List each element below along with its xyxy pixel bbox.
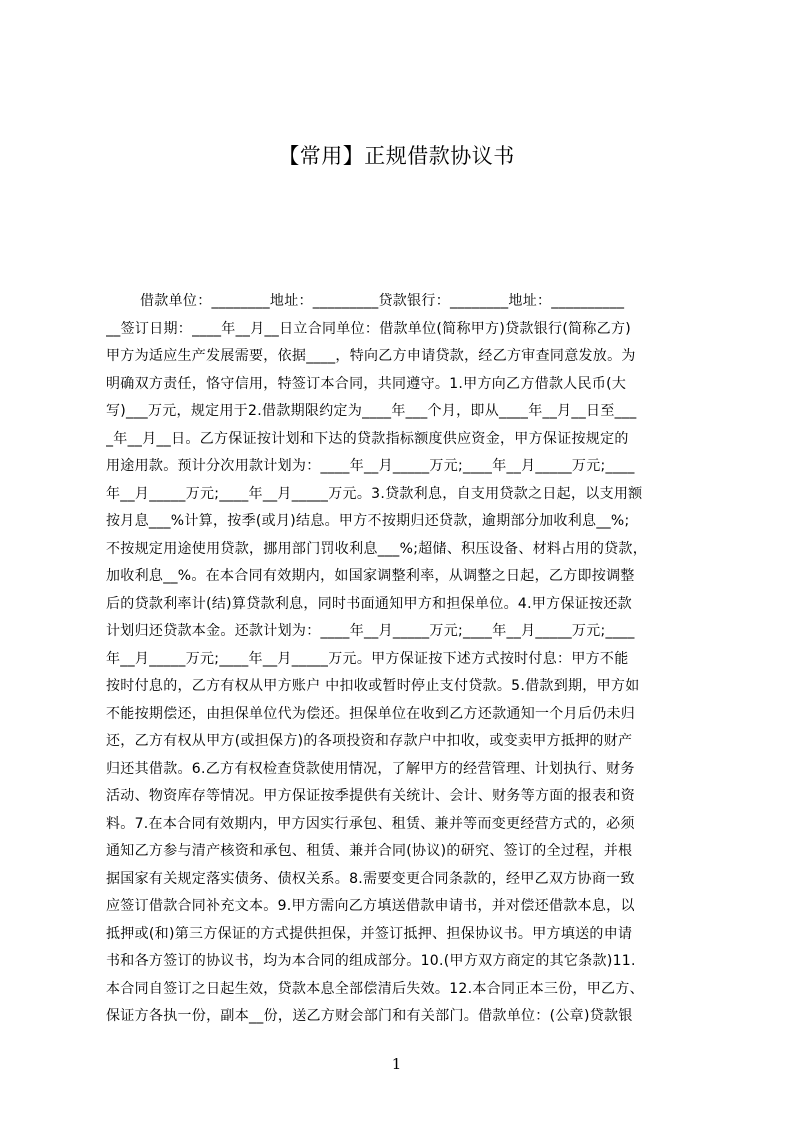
body-line: 加收利息__%。在本合同有效期内，如国家调整利率，从调整之日起，乙方即按调整 <box>106 568 635 584</box>
page-number: 1 <box>391 1055 402 1073</box>
body-line: 料。7.在本合同有效期内，甲方因实行承包、租赁、兼并等而变更经营方式的，必须 <box>106 815 635 832</box>
body-line: 按月息___%计算，按季(或月)结息。甲方不按期归还贷款，逾期部分加收利息__%; <box>106 513 630 529</box>
body-line: 计划归还贷款本金。还款计划为：____年__月_____万元;____年__月_____万元;____ <box>106 623 635 639</box>
body-line: 活动、物资库存等情况。甲方保证按季提供有关统计、会计、财务等方面的报表和资 <box>106 788 636 804</box>
document-body <box>106 288 702 1028</box>
body-line: 据国家有关规定落实债务、债权关系。8.需要变更合同条款的，经甲乙双方协商一致 <box>106 870 635 887</box>
body-line: __签订日期：____年__月__日立合同单位：借款单位(简称甲方)贷款银行(简称乙方) <box>106 320 632 337</box>
body-line: 归还其借款。6.乙方有权检查贷款使用情况，了解甲方的经营管理、计划执行、财务 <box>106 760 635 777</box>
body-line: 用途用款。预计分次用款计划为：____年__月_____万元;____年__月_____万元;____ <box>106 458 635 474</box>
body-line: 还，乙方有权从甲方(或担保方)的各项投资和存款户中扣收，或变卖甲方抵押的财产 <box>106 733 633 749</box>
body-line: 明确双方责任，恪守信用，特签订本合同，共同遵守。1.甲方向乙方借款人民币(大 <box>106 375 627 392</box>
body-line: 通知乙方参与清产核资和承包、租赁、兼并合同(协议)的研究、签订的全过程，并根 <box>106 843 633 859</box>
document-title: 【常用】正规借款协议书 <box>278 144 515 168</box>
body-line: 按时付息的，乙方有权从甲方账户 中扣收或暂时停止支付贷款。5.借款到期，甲方如 <box>106 678 640 694</box>
body-line: 写)___万元，规定用于2.借款期限约定为____年___个月，即从____年__月__日至___ <box>106 403 637 419</box>
body-line: 应签订借款合同补充文本。9.甲方需向乙方填送借款申请书，并对偿还借款本息，以 <box>106 898 635 914</box>
body-line: 保证方各执一份，副本__份，送乙方财会部门和有关部门。借款单位：(公章)贷款银 <box>106 1008 633 1024</box>
body-line: 抵押或(和)第三方保证的方式提供担保，并签订抵押、担保协议书。甲方填送的申请 <box>106 925 633 942</box>
body-line: 不能按期偿还，由担保单位代为偿还。担保单位在收到乙方还款通知一个月后仍未归 <box>106 705 636 722</box>
body-line: _年__月__日。乙方保证按计划和下达的贷款指标额度供应资金，甲方保证按规定的 <box>106 430 629 447</box>
body-line: 后的贷款利率计(结)算贷款利息，同时书面通知甲方和担保单位。4.甲方保证按还款 <box>106 595 632 612</box>
body-line: 书和各方签订的协议书，均为本合同的组成部分。10.(甲方双方商定的其它条款)11. <box>106 953 636 969</box>
body-line: 甲方为适应生产发展需要，依据____，特向乙方申请贷款，经乙方审查同意发放。为 <box>106 348 636 364</box>
body-line: 年__月_____万元;____年__月_____万元。甲方保证按下述方式按时付息：甲方不能 <box>106 650 629 667</box>
body-line: 不按规定用途使用贷款，挪用部门罚收利息___%;超储、积压设备、材料占用的贷款， <box>106 540 648 557</box>
body-line: 借款单位：________地址：_________贷款银行：________地址：__________ <box>140 293 625 309</box>
body-line: 年__月_____万元;____年__月_____万元。3.贷款利息，自支用贷款之日起，以支用额 <box>106 485 643 502</box>
body-line: 本合同自签订之日起生效，贷款本息全部偿清后失效。12.本合同正本三份，甲乙方、 <box>106 980 644 997</box>
